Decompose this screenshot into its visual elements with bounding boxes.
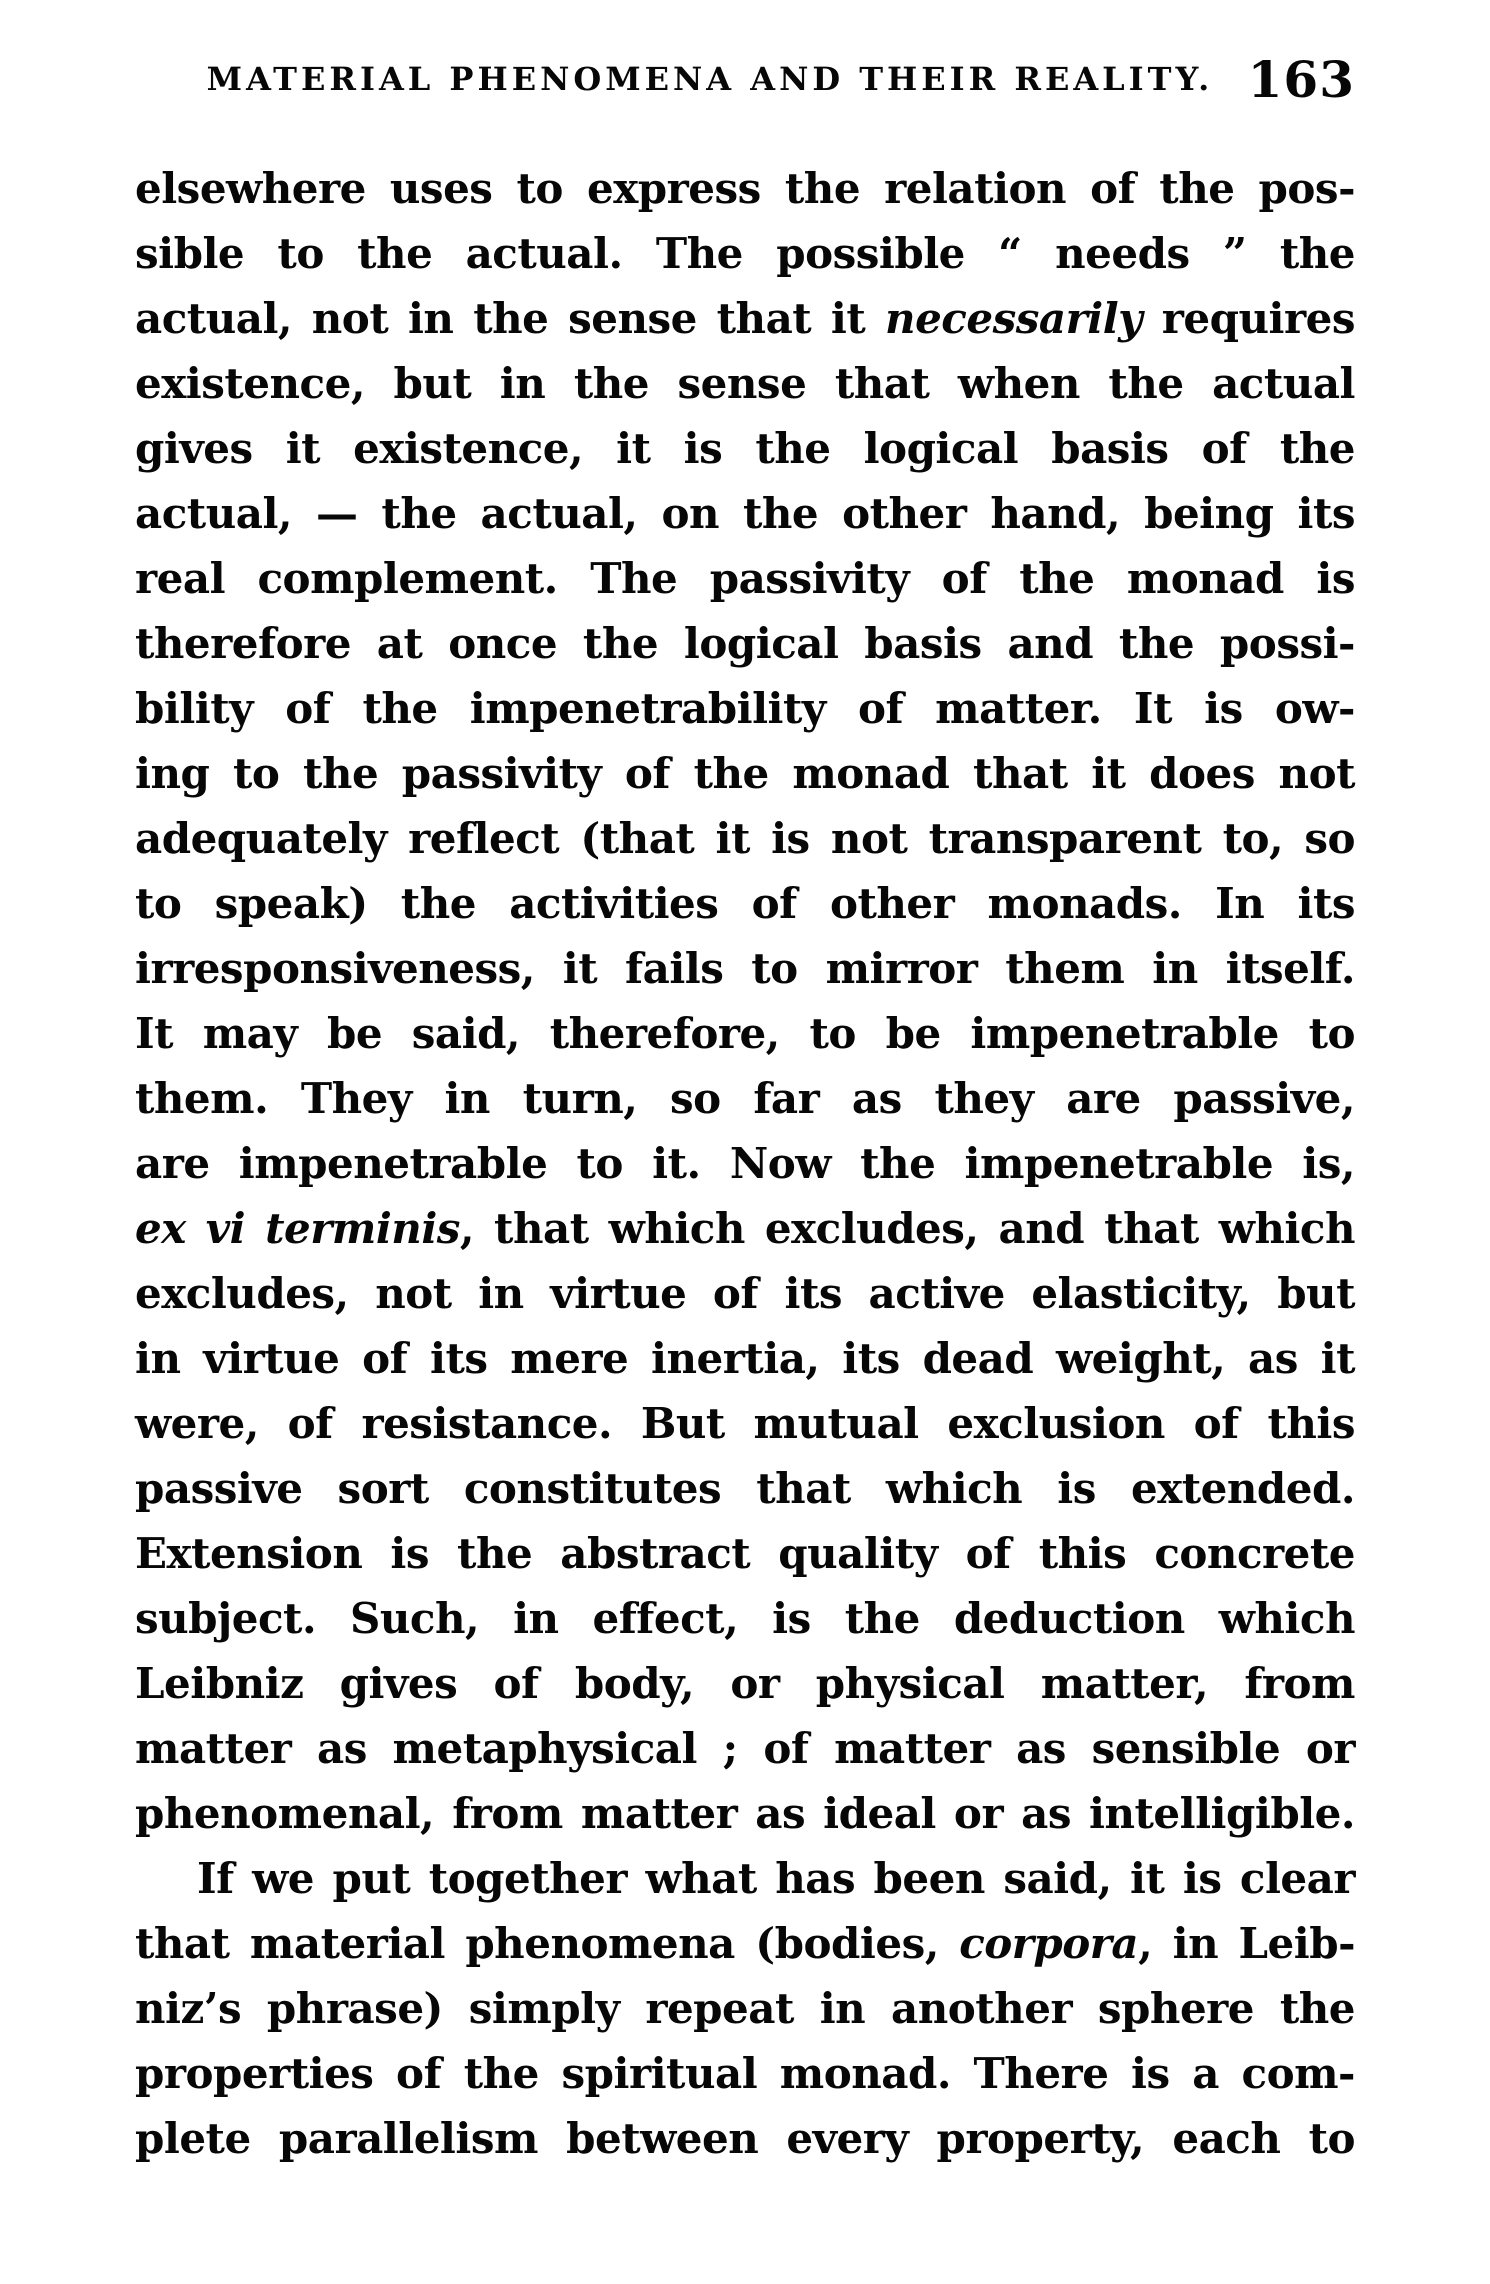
text-line [135,611,1355,676]
text-segment: passive sort constitutes that which is extended. [135,1464,1355,1513]
text-line [135,286,1355,351]
text-line [135,1456,1355,1521]
text-segment: real complement. The passivity of the monad is [135,554,1355,603]
text-segment: were, of resistance. But mutual exclusion of this [135,1399,1355,1448]
text-line [135,1066,1355,1131]
text-segment: Extension is the abstract quality of this concrete [135,1529,1355,1578]
text-segment: plete parallelism between every property, each to [135,2114,1355,2163]
text-segment: excludes, not in virtue of its active elasticity, but [135,1269,1355,1318]
text-line [135,221,1355,286]
text-segment: to speak) the activities of other monads. In its [135,879,1355,928]
text-line [135,741,1355,806]
text-segment: bility of the impenetrability of matter. It is ow- [135,684,1355,733]
page-header [135,50,1355,109]
text-line [135,351,1355,416]
text-line [135,936,1355,1001]
text-line [135,1846,1355,1911]
page-number: 163 [1247,50,1355,109]
text-segment: It may be said, therefore, to be impenetrable to [135,1009,1355,1058]
text-segment: phenomenal, from matter as ideal or as intelligible. [135,1789,1355,1838]
text-line [135,416,1355,481]
text-line [135,2041,1355,2106]
page-body [135,156,1355,2171]
text-line [135,806,1355,871]
text-segment: Leibniz gives of body, or physical matter, from [135,1659,1355,1708]
text-segment: matter as metaphysical ; of matter as sensible or [135,1724,1355,1773]
text-segment: them. They in turn, so far as they are passive, [135,1074,1355,1123]
text-segment: sible to the actual. The possible “ needs ” the [135,229,1355,278]
text-line [135,1781,1355,1846]
text-segment: are impenetrable to it. Now the impenetrable is, [135,1139,1355,1188]
text-segment: If we put together what has been said, it is clear [197,1854,1355,1903]
text-line [135,1391,1355,1456]
text-segment: in virtue of its mere inertia, its dead weight, as it [135,1334,1355,1383]
text-line [135,156,1355,221]
text-line [135,1586,1355,1651]
italic-text: ex vi terminis [135,1204,460,1253]
text-segment: existence, but in the sense that when the actual [135,359,1355,408]
text-segment: , in Leib- [1138,1919,1355,1968]
italic-text: corpora [959,1919,1139,1968]
text-segment: properties of the spiritual monad. There is a com- [135,2049,1355,2098]
text-segment: gives it existence, it is the logical basis of the [135,424,1355,473]
text-line [135,1911,1355,1976]
text-segment: subject. Such, in effect, is the deduction which [135,1594,1355,1643]
text-line [135,481,1355,546]
text-segment: elsewhere uses to express the relation of the pos- [135,164,1355,213]
text-segment: ing to the passivity of the monad that it does not [135,749,1355,798]
text-line [135,871,1355,936]
text-segment: that material phenomena (bodies, [135,1919,960,1968]
text-line [135,546,1355,611]
text-line [135,1716,1355,1781]
text-line [135,676,1355,741]
text-line [135,1131,1355,1196]
running-head-title: MATERIAL PHENOMENA AND THEIR REALITY. [206,60,1214,98]
text-line [135,2106,1355,2171]
text-line [135,1521,1355,1586]
text-segment: actual, not in the sense that it [135,294,886,343]
text-segment: requires [1142,294,1355,343]
text-segment: irresponsiveness, it fails to mirror them in itself. [135,944,1355,993]
text-line [135,1326,1355,1391]
text-line [135,1976,1355,2041]
text-segment: adequately reflect (that it is not transparent to, so [135,814,1355,863]
text-segment: niz’s phrase) simply repeat in another sphere the [135,1984,1355,2033]
text-segment: therefore at once the logical basis and the possi- [135,619,1355,668]
text-segment: actual, — the actual, on the other hand, being its [135,489,1355,538]
text-line [135,1196,1355,1261]
text-line [135,1261,1355,1326]
text-line [135,1651,1355,1716]
text-line [135,1001,1355,1066]
italic-text: necessarily [885,294,1143,343]
text-segment: , that which excludes, and that which [459,1204,1355,1253]
